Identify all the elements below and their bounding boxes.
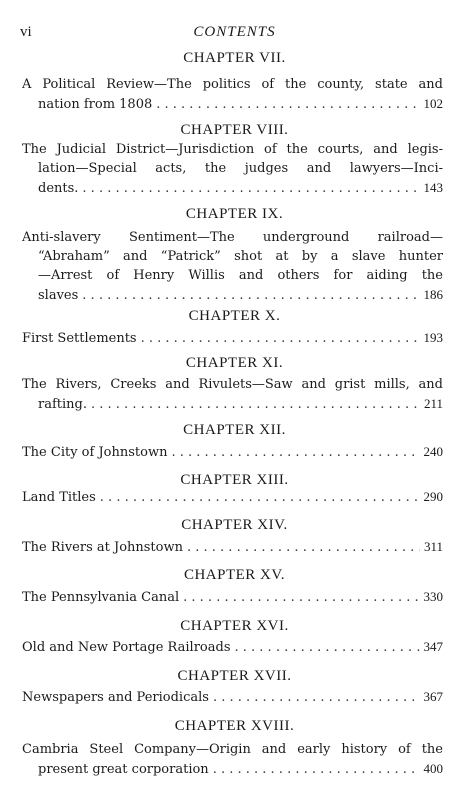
entry-text: Old and New Portage Railroads bbox=[22, 640, 231, 655]
toc-entry bbox=[22, 687, 443, 707]
toc-entry bbox=[22, 375, 443, 414]
chapter-heading: CHAPTER XV. bbox=[183, 567, 286, 583]
chapter-heading: CHAPTER VIII. bbox=[180, 122, 289, 138]
entry-last-line bbox=[22, 285, 443, 305]
entry-page: 347 bbox=[423, 639, 443, 654]
entry-text: nation from 1808 bbox=[38, 97, 153, 112]
chapter-heading: CHAPTER XVII. bbox=[177, 668, 292, 684]
entry-text: slaves bbox=[38, 288, 79, 303]
entry-page: 211 bbox=[423, 396, 443, 411]
chapter-heading: CHAPTER XI. bbox=[185, 355, 284, 371]
entry-page: 186 bbox=[423, 287, 443, 302]
entry-text-line: The Judicial District—Jurisdiction of the courts, and legis- bbox=[22, 142, 443, 157]
entry-text-line: A Political Review—The politics of the county, state and bbox=[22, 77, 443, 92]
dot-leader bbox=[91, 395, 420, 414]
entry-last-line bbox=[22, 637, 443, 657]
entry-text: rafting. bbox=[38, 397, 87, 412]
entry-text: present great corporation bbox=[38, 762, 209, 777]
toc-entry bbox=[22, 487, 443, 507]
entry-page: 330 bbox=[423, 589, 443, 604]
entry-page: 240 bbox=[423, 444, 443, 459]
entry-text: The City of Johnstown bbox=[22, 445, 168, 460]
dot-leader bbox=[100, 488, 420, 507]
dot-leader bbox=[171, 443, 419, 462]
dot-leader bbox=[82, 179, 419, 198]
toc-entry bbox=[22, 740, 443, 779]
entry-last-line bbox=[22, 178, 443, 198]
entry-page: 367 bbox=[423, 689, 443, 704]
entry-page: 102 bbox=[423, 96, 443, 111]
chapter-heading: CHAPTER X. bbox=[188, 308, 281, 324]
toc-entry bbox=[22, 442, 443, 462]
toc-entry bbox=[22, 637, 443, 657]
entry-text: dents. bbox=[38, 181, 79, 196]
chapter-heading: CHAPTER VII. bbox=[183, 50, 286, 66]
dot-leader bbox=[213, 688, 420, 707]
toc-entry bbox=[22, 587, 443, 607]
chapter-heading: CHAPTER XIII. bbox=[180, 472, 289, 488]
entry-text: Land Titles bbox=[22, 490, 96, 505]
entry-text-line: The Rivers, Creeks and Rivulets—Saw and grist mills, and bbox=[22, 377, 443, 392]
chapter-heading: CHAPTER XIV. bbox=[181, 517, 288, 533]
entry-page: 193 bbox=[423, 330, 443, 345]
entry-page: 143 bbox=[423, 180, 443, 195]
entry-last-line bbox=[22, 587, 443, 607]
entry-last-line bbox=[22, 759, 443, 779]
toc-entry bbox=[22, 140, 443, 198]
dot-leader bbox=[183, 588, 419, 607]
entry-text: First Settlements bbox=[22, 331, 137, 346]
entry-text-line: “Abraham” and “Patrick” shot at by a slave hunter bbox=[38, 249, 443, 264]
entry-page: 311 bbox=[423, 539, 443, 554]
dot-leader bbox=[156, 95, 419, 114]
dot-leader bbox=[141, 329, 420, 348]
entry-text: Newspapers and Periodicals bbox=[22, 690, 209, 705]
toc-entry bbox=[22, 537, 443, 557]
entry-last-line bbox=[22, 687, 443, 707]
entry-page: 400 bbox=[423, 761, 443, 776]
chapter-heading: CHAPTER XVIII. bbox=[174, 718, 295, 734]
entry-text-line: lation—Special acts, the judges and lawyers—Inci- bbox=[38, 161, 443, 176]
dot-leader bbox=[187, 538, 420, 557]
chapter-heading: CHAPTER XII. bbox=[183, 422, 286, 438]
page-number: vi bbox=[20, 24, 32, 40]
entry-text: The Pennsylvania Canal bbox=[22, 590, 180, 605]
entry-text-line: Cambria Steel Company—Origin and early history of the bbox=[22, 742, 443, 757]
entry-last-line bbox=[22, 328, 443, 348]
chapter-heading: CHAPTER XVI. bbox=[180, 618, 289, 634]
dot-leader bbox=[213, 760, 420, 779]
entry-page: 290 bbox=[423, 489, 443, 504]
dot-leader bbox=[82, 286, 419, 305]
entry-last-line bbox=[22, 537, 443, 557]
entry-text-line: —Arrest of Henry Willis and others for aiding the bbox=[38, 268, 443, 283]
entry-last-line bbox=[22, 94, 443, 114]
entry-text-line: Anti-slavery Sentiment—The underground railroad— bbox=[22, 230, 443, 245]
entry-last-line bbox=[22, 394, 443, 414]
entry-text: The Rivers at Johnstown bbox=[22, 540, 183, 555]
dot-leader bbox=[235, 638, 420, 657]
toc-entry bbox=[22, 328, 443, 348]
toc-entry bbox=[22, 75, 443, 114]
running-head: CONTENTS bbox=[193, 24, 276, 40]
toc-entry bbox=[22, 228, 443, 305]
entry-last-line bbox=[22, 487, 443, 507]
chapter-heading: CHAPTER IX. bbox=[185, 206, 284, 222]
entry-last-line bbox=[22, 442, 443, 462]
